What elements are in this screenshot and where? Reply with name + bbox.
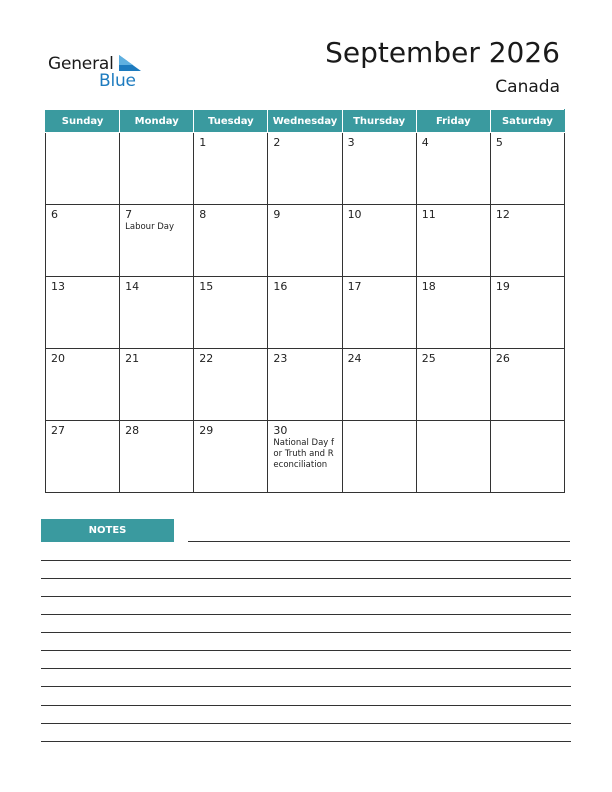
day-number: 3 — [347, 136, 355, 149]
page-title: September 2026 — [325, 36, 560, 69]
day-cell — [268, 277, 342, 349]
week-row — [46, 133, 565, 205]
day-number: 22 — [199, 352, 214, 365]
weekday-saturday: Saturday — [490, 110, 564, 133]
weekday-tuesday: Tuesday — [194, 110, 268, 133]
day-cell — [46, 421, 120, 493]
day-cell — [194, 349, 268, 421]
day-number: 2 — [273, 136, 281, 149]
note-line — [41, 578, 571, 579]
day-cell — [46, 349, 120, 421]
day-cell — [490, 205, 564, 277]
day-number: 19 — [495, 280, 510, 293]
day-cell — [120, 133, 194, 205]
week-row — [46, 277, 565, 349]
weekday-sunday: Sunday — [46, 110, 120, 133]
week-row — [46, 349, 565, 421]
note-line — [41, 632, 571, 633]
day-cell — [120, 205, 194, 277]
day-cell — [46, 133, 120, 205]
day-number: 18 — [421, 280, 436, 293]
day-cell — [342, 277, 416, 349]
logo-text-blue: Blue — [99, 71, 136, 91]
day-cell — [490, 421, 564, 493]
day-cell — [268, 205, 342, 277]
day-number: 27 — [51, 424, 65, 437]
day-number: 1 — [199, 136, 207, 149]
note-line — [41, 560, 571, 561]
day-number: 28 — [125, 424, 140, 437]
day-number: 10 — [347, 208, 362, 221]
note-line — [41, 596, 571, 597]
day-number: 23 — [273, 352, 288, 365]
day-number: 8 — [199, 208, 207, 221]
day-cell — [416, 421, 490, 493]
note-line — [188, 541, 570, 542]
day-cell — [194, 277, 268, 349]
day-number: 7 — [125, 208, 133, 221]
day-cell — [416, 349, 490, 421]
weekday-monday: Monday — [120, 110, 194, 133]
note-line — [41, 705, 571, 706]
day-number: 15 — [199, 280, 214, 293]
holiday-label: National Day for Truth and Reconciliation — [273, 438, 335, 470]
day-number: 5 — [495, 136, 503, 149]
day-number: 14 — [125, 280, 140, 293]
day-cell — [490, 277, 564, 349]
note-line — [41, 614, 571, 615]
weekday-header-row — [46, 110, 565, 133]
day-cell — [46, 277, 120, 349]
generalblue-logo — [48, 52, 158, 92]
weekday-thursday: Thursday — [342, 110, 416, 133]
day-number: 17 — [347, 280, 362, 293]
weekday-wednesday: Wednesday — [268, 110, 342, 133]
day-number: 25 — [421, 352, 436, 365]
day-cell — [194, 205, 268, 277]
logo-flag-icon — [119, 55, 141, 71]
day-number: 11 — [421, 208, 436, 221]
day-number: 12 — [495, 208, 510, 221]
day-number: 30 — [273, 424, 288, 437]
day-cell — [120, 349, 194, 421]
day-cell — [490, 349, 564, 421]
day-number: 13 — [51, 280, 65, 293]
note-line — [41, 650, 571, 651]
day-number: 4 — [421, 136, 429, 149]
notes-label: NOTES — [41, 519, 174, 542]
day-number: 26 — [495, 352, 510, 365]
day-number: 21 — [125, 352, 140, 365]
day-number: 9 — [273, 208, 281, 221]
day-cell — [490, 133, 564, 205]
day-cell — [194, 421, 268, 493]
day-cell — [268, 349, 342, 421]
week-row — [46, 421, 565, 493]
country-label: Canada — [495, 77, 560, 97]
week-row — [46, 205, 565, 277]
calendar-grid — [45, 109, 565, 493]
day-number: 6 — [51, 208, 58, 221]
day-cell — [416, 133, 490, 205]
note-line — [41, 741, 571, 742]
day-cell — [120, 421, 194, 493]
logo-text-general: General — [48, 54, 114, 74]
day-cell — [46, 205, 120, 277]
holiday-label: Labour Day — [125, 222, 175, 232]
note-line — [41, 723, 571, 724]
day-cell — [416, 205, 490, 277]
day-number: 20 — [51, 352, 65, 365]
day-cell — [342, 205, 416, 277]
day-cell — [342, 349, 416, 421]
weekday-friday: Friday — [416, 110, 490, 133]
day-cell — [342, 421, 416, 493]
day-cell — [268, 133, 342, 205]
day-number: 24 — [347, 352, 362, 365]
day-cell — [268, 421, 342, 493]
note-line — [41, 668, 571, 669]
day-cell — [194, 133, 268, 205]
day-number: 29 — [199, 424, 214, 437]
day-cell — [416, 277, 490, 349]
day-cell — [342, 133, 416, 205]
day-cell — [120, 277, 194, 349]
note-line — [41, 686, 571, 687]
day-number: 16 — [273, 280, 288, 293]
